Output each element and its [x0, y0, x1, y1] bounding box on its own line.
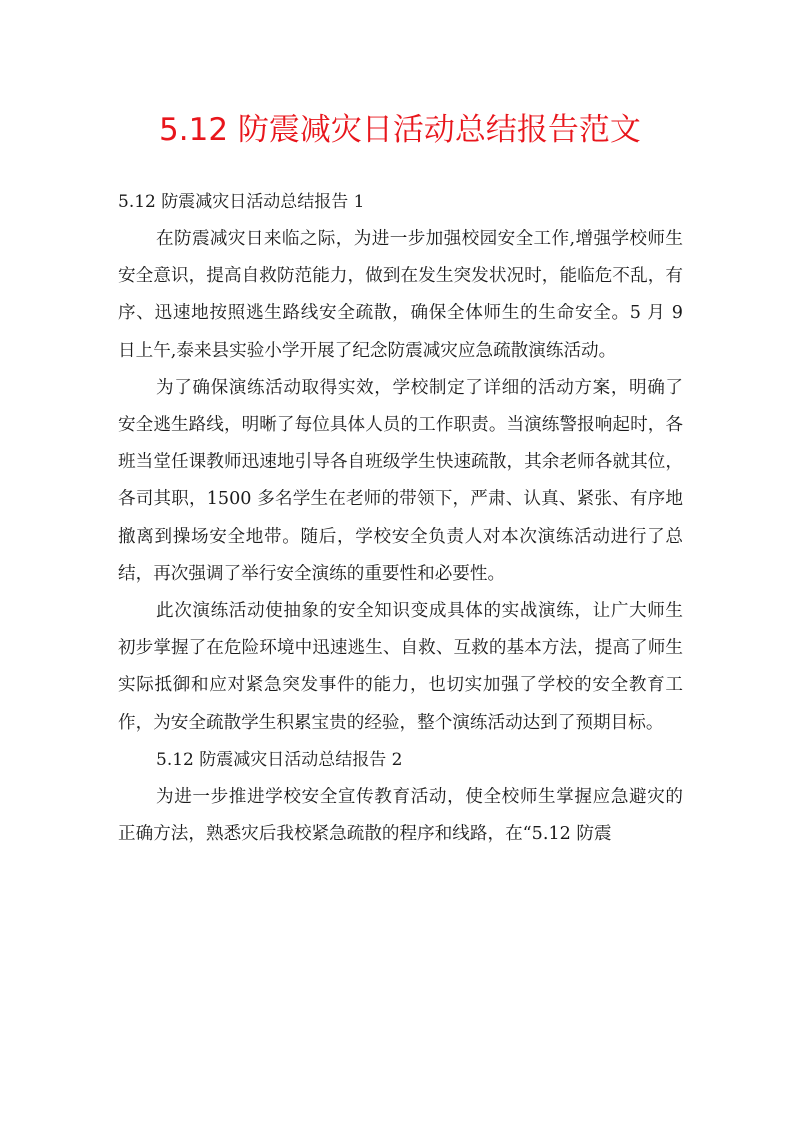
document-body	[118, 184, 683, 853]
paragraph: 此次演练活动使抽象的安全知识变成具体的实战演练，让广大师生初步掌握了在危险环境中迅速逃生、自救、互救的基本方法，提高了师生实际抵御和应对紧急突发事件的能力，也切实加强了学校的安全教育工作，为安全疏散学生积累宝贵的经验，整个演练活动达到了预期目标。	[118, 601, 683, 733]
section-heading: 5.12 防震减灾日活动总结报告 2	[156, 749, 403, 770]
paragraph: 为了确保演练活动取得实效，学校制定了详细的活动方案，明确了安全逃生路线，明晰了每位具体人员的工作职责。当演练警报响起时，各班当堂任课教师迅速地引导各自班级学生快速疏散，其余老师各就其位，各司其职，1500 多名学生在老师的带领下，严肃、认真、紧张、有序地撤离到操场安全地带。随后，学校安全负责人对本次演练活动进行了总结，再次强调了举行安全演练的重要性和必要性。	[118, 377, 683, 584]
paragraph: 为进一步推进学校安全宣传教育活动，使全校师生掌握应急避灾的正确方法，熟悉灾后我校紧急疏散的程序和线路，在“5.12 防震	[118, 786, 683, 845]
paragraph: 在防震减灾日来临之际，为进一步加强校园安全工作,增强学校师生安全意识，提高自救防范能力，做到在发生突发状况时，能临危不乱，有序、迅速地按照逃生路线安全疏散，确保全体师生的生命安全。5 月 9 日上午,泰来县实验小学开展了纪念防震减灾应急疏散演练活动。	[118, 229, 683, 361]
section-heading: 5.12 防震减灾日活动总结报告 1	[118, 192, 365, 212]
document-title: 5.12 防震减灾日活动总结报告范文	[159, 112, 641, 148]
